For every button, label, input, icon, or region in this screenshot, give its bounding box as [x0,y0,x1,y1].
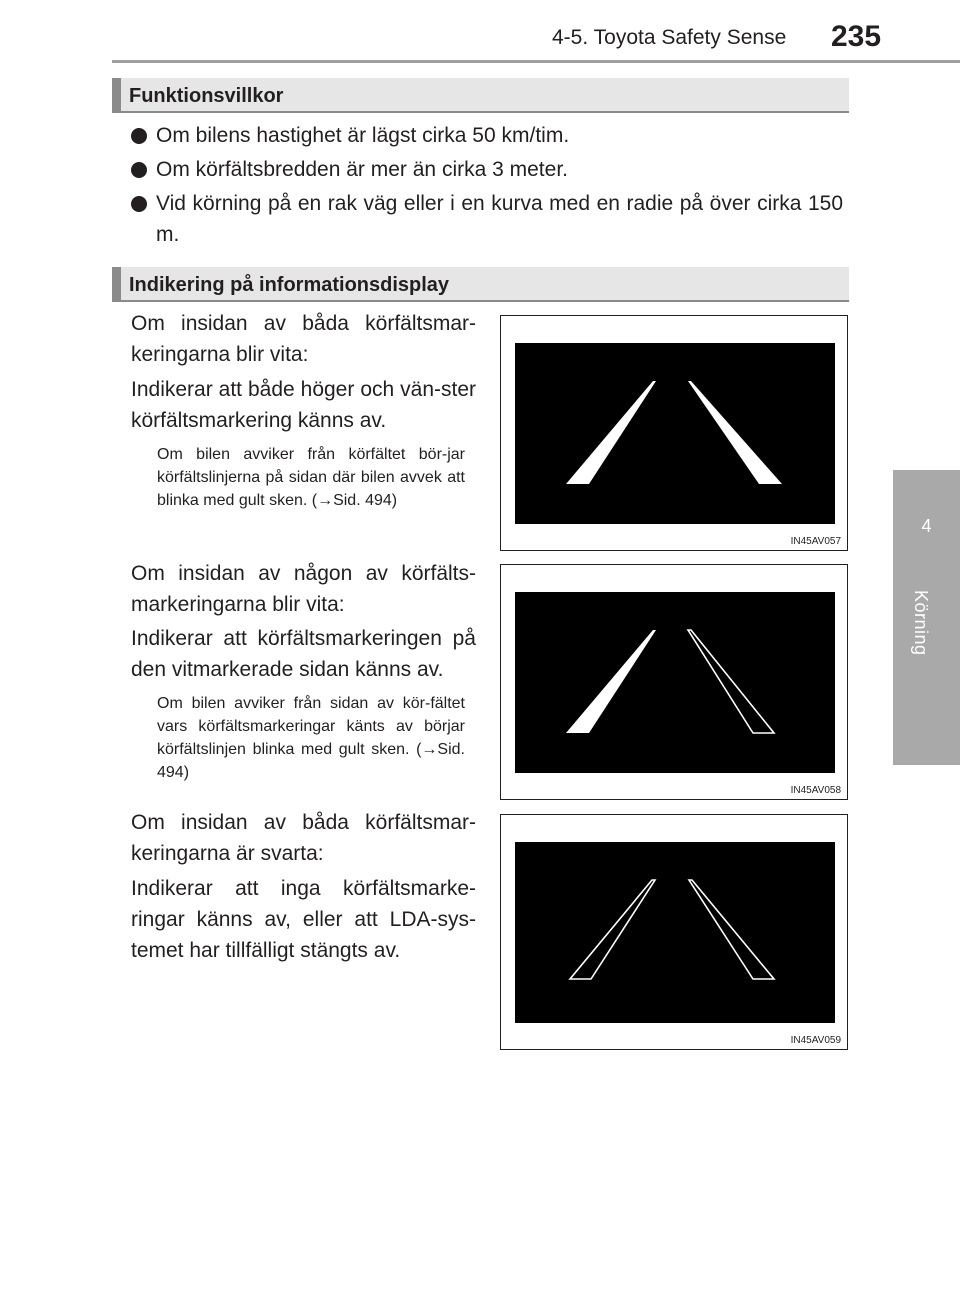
header-divider [112,60,960,63]
lane-display-screen [515,343,835,524]
display-case-note: Om bilen avviker från sidan av kör-fältet vars körfältsmarkeringar känts av börjar körfältslinjen blinka med gult sken. (→Sid. 494) [157,695,465,781]
figure-code: IN45AV057 [790,536,841,547]
figure-code: IN45AV059 [790,1035,841,1046]
bullet-item [131,120,843,151]
section-heading-conditions [112,78,849,113]
lane-display-figure [500,564,848,800]
figure-code: IN45AV058 [790,785,841,796]
lane-display-figure [500,814,848,1050]
page-number: 235 [831,20,882,53]
chapter-title: Körning [911,590,931,656]
chapter-number: 4 [921,516,932,536]
section-heading-display [112,267,849,302]
section-heading-label: Funktionsvillkor [129,85,284,107]
lane-display-screen [515,592,835,773]
bullet-item [131,188,843,250]
bullet-text: Om körfältsbredden är mer än cirka 3 meter. [156,158,568,181]
display-case-heading: Om insidan av någon av körfälts-markeringarna blir vita: [131,562,476,616]
display-case-body: Indikerar att både höger och vän-ster körfältsmarkering känns av. [131,378,476,432]
display-case-heading: Om insidan av båda körfältsmar-keringarna är svarta: [131,811,476,865]
bullet-text: Om bilens hastighet är lägst cirka 50 km/tim. [156,124,570,147]
section-heading-label: Indikering på informationsdisplay [129,274,450,296]
bullet-item [131,154,843,185]
lane-display-figure [500,315,848,551]
display-case-heading: Om insidan av båda körfältsmar-keringarna blir vita: [131,312,476,366]
bullet-icon [131,162,147,178]
section-title: 4-5. Toyota Safety Sense [552,26,787,49]
display-case-note: Om bilen avviker från körfältet bör-jar körfältslinjerna på sidan där bilen avvek att blinka med gult sken. (→Sid. 494) [157,446,465,509]
display-case-body: Indikerar att körfältsmarkeringen på den vitmarkerade sidan känns av. [131,627,476,681]
bullet-icon [131,196,147,212]
display-case-body: Indikerar att inga körfältsmarke-ringar känns av, eller att LDA-sys-temet har tillfälligt stängts av. [131,877,476,962]
bullet-icon [131,128,147,144]
bullet-text: Vid körning på en rak väg eller i en kurva med en radie på över cirka 150 m. [156,192,843,246]
lane-display-screen [515,842,835,1023]
